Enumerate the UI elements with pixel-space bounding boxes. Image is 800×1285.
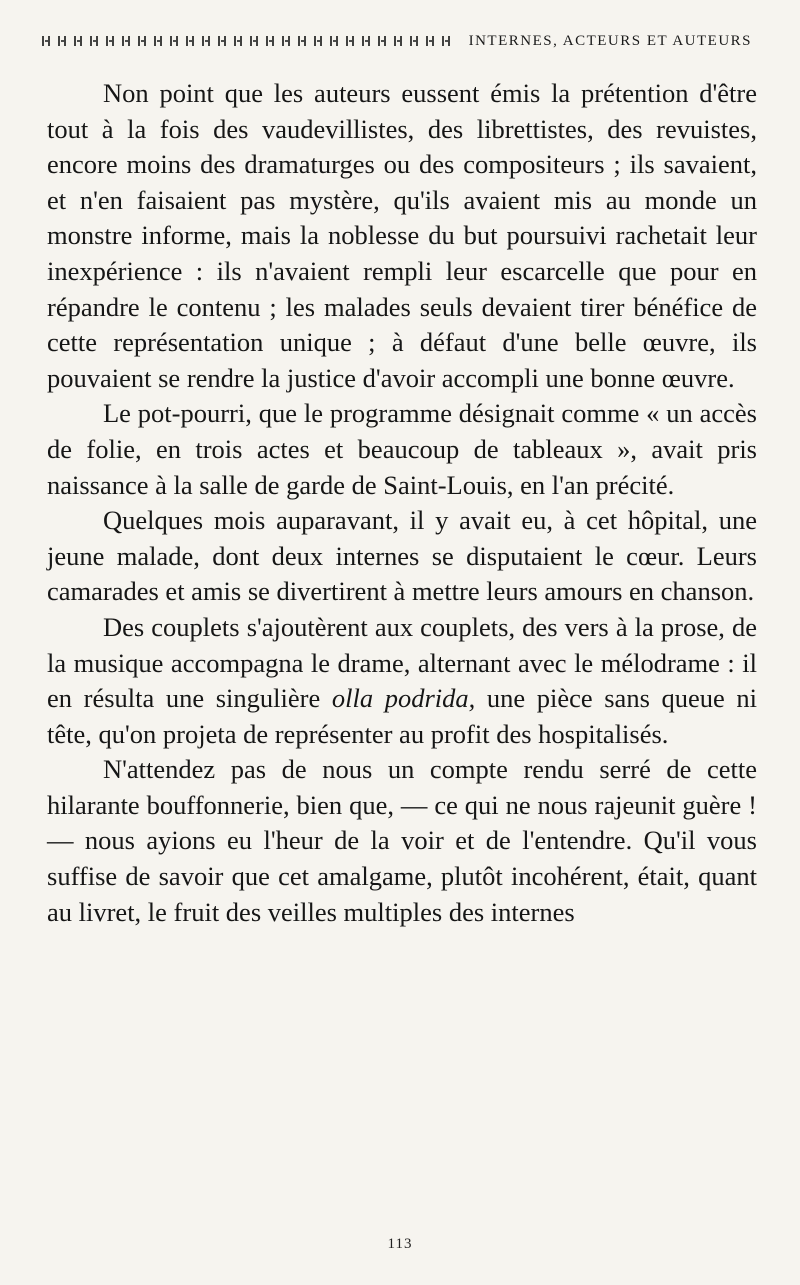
paragraph-1: Non point que les auteurs eussent émis la prétention d'être tout à la fois des vaudevillistes, des librettistes, des revuistes, encore moins des dramaturges ou des compositeurs ; ils savaient, et n'en faisaient pas mystère, qu'ils avaient mis au monde un monstre informe, mais la noblesse du but poursuivi rachetait leur inexpérience : ils n'avaient rempli leur escarcelle que pour en répandre le contenu ; les malades seuls devaient tirer bénéfice de cette représentation unique ; à défaut d'une belle œuvre, ils pouvaient se rendre la justice d'avoir accompli une bonne œuvre. [47,78,757,393]
paragraph-2: Le pot-pourri, que le programme désignait comme « un accès de folie, en trois actes et beaucoup de tableaux », avait pris naissance à la salle de garde de Saint-Louis, en l'an précité. [47,398,757,500]
decorative-border-ornament [42,36,451,46]
paragraph-4-end: une pièce sans queue ni tête, qu'on projeta de représenter au profit des hospitalisés. [47,683,757,749]
paragraph-3: Quelques mois auparavant, il y avait eu, à cet hôpital, une jeune malade, dont deux internes se disputaient le cœur. Leurs camarades et amis se divertirent à mettre leurs amours en chanson. [47,505,757,607]
body-text [47,76,757,930]
italic-phrase: olla podrida, [331,683,476,714]
paragraph-4 [47,610,757,752]
paragraph-5: N'attendez pas de nous un compte rendu serré de cette hilarante bouffonnerie, bien que, — ce qui ne nous rajeunit guère ! — nous ayions eu l'heur de la voir et de l'entendre. Qu'il vous suffise de savoir que cet amalgame, plutôt incohérent, était, quant au livret, le fruit des veilles multiples des internes [47,754,757,927]
page-number: 113 [387,1236,413,1252]
page-header [42,30,752,52]
paragraph-4-start: Des couplets s'ajoutèrent aux couplets, des vers à la prose, de la musique accompagna le drame, alternant avec le mélodrame : il en résulta une singulière [47,611,757,714]
running-title: INTERNES, ACTEURS ET AUTEURS [468,32,752,49]
